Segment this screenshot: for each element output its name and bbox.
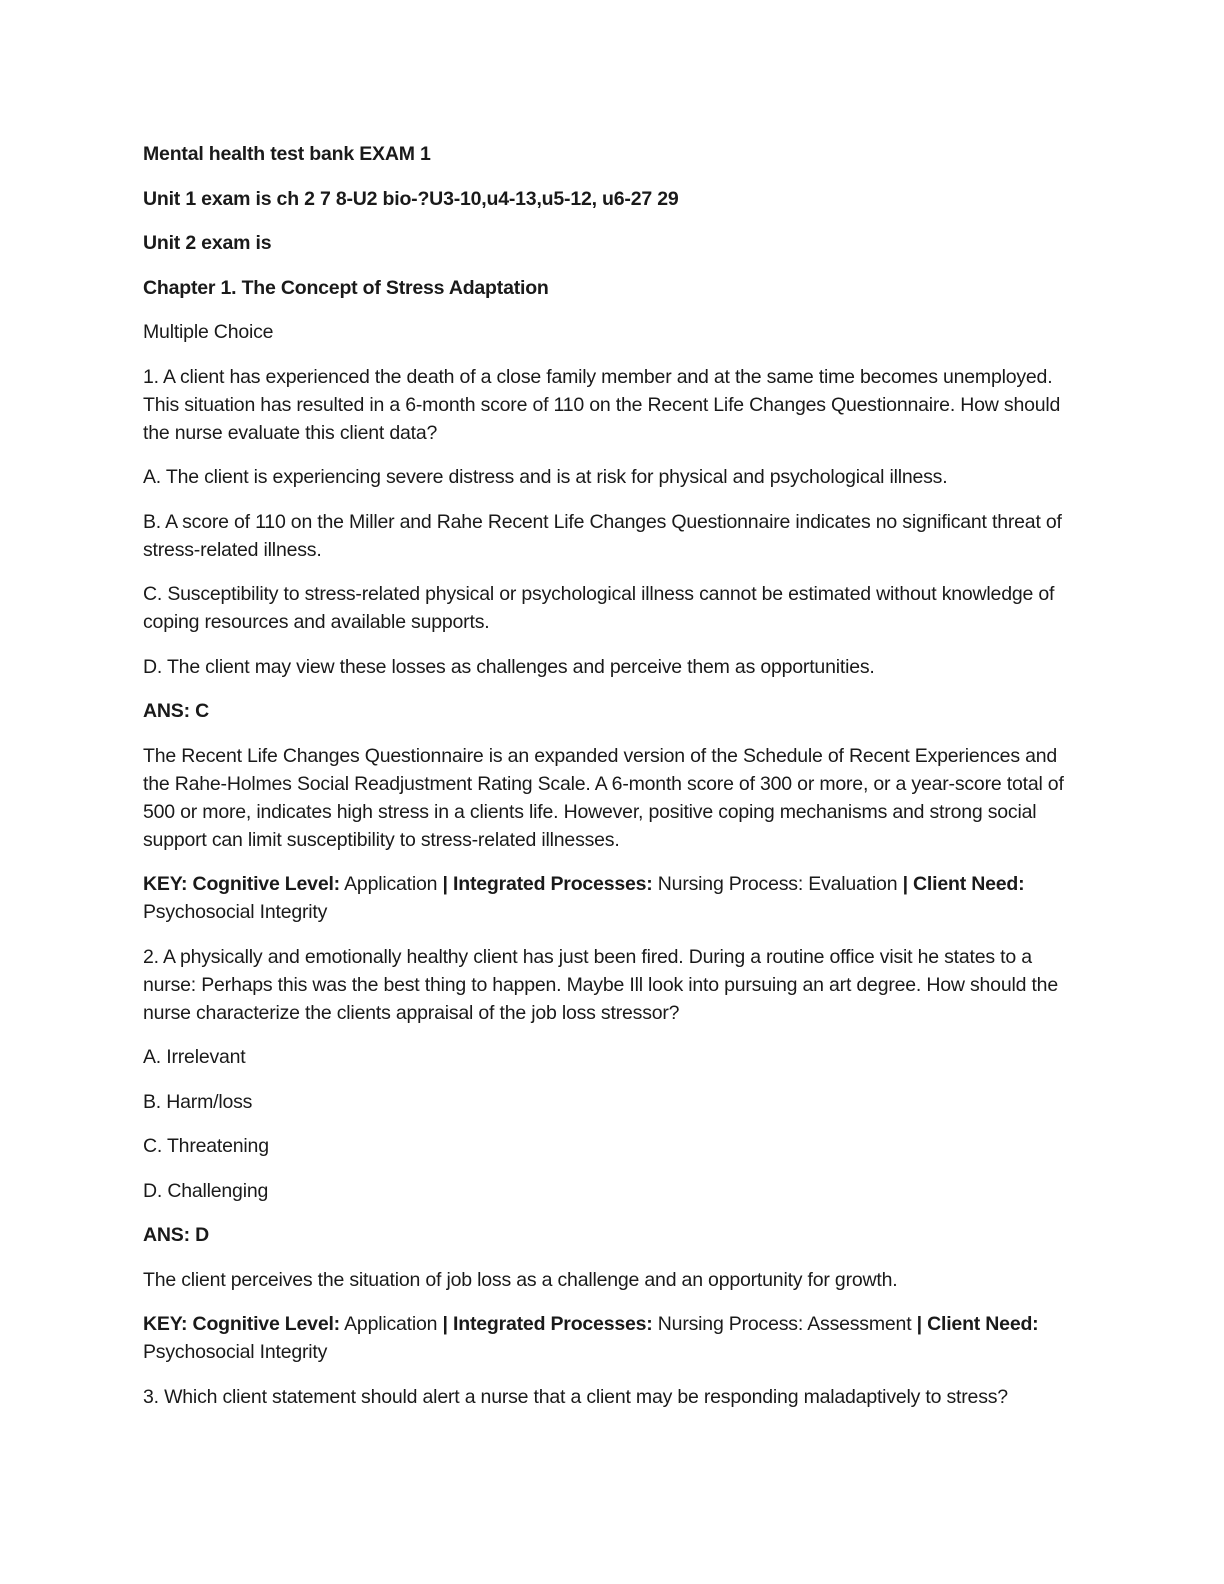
processes-label: | Integrated Processes:: [442, 1313, 653, 1335]
client-need-value: Psychosocial Integrity: [143, 901, 328, 923]
unit1-note: Unit 1 exam is ch 2 7 8-U2 bio-?U3-10,u4-13,u5-12, u6-27 29: [143, 187, 679, 210]
section-label: Multiple Choice: [143, 321, 274, 343]
question-2-stem: 2. A physically and emotionally healthy client has just been fired. During a routine office visit he states to a nurse: Perhaps this was the best thing to happen. Maybe Ill look into pursuing an art degree. How should the nurse characterize the clients appraisal of the job loss stressor?: [143, 945, 1058, 1024]
processes-label: | Integrated Processes:: [442, 873, 653, 895]
question-2-key: [143, 1310, 1073, 1366]
question-1-option-d: D. The client may view these losses as challenges and perceive them as opportunities.: [143, 655, 875, 678]
processes-value: Nursing Process: Assessment: [652, 1313, 917, 1335]
question-2-option-a: A. Irrelevant: [143, 1046, 246, 1068]
client-need-label: | Client Need:: [902, 873, 1025, 895]
cognitive-level-value: Application: [339, 873, 443, 895]
key-label: KEY: Cognitive Level:: [143, 1313, 340, 1335]
cognitive-level-value: Application: [339, 1313, 443, 1335]
question-2-option-b: B. Harm/loss: [143, 1090, 253, 1113]
question-2-rationale: The client perceives the situation of job loss as a challenge and an opportunity for growth.: [143, 1268, 898, 1291]
question-2-option-c: C. Threatening: [143, 1135, 269, 1157]
client-need-label: | Client Need:: [916, 1313, 1039, 1335]
question-3-stem: 3. Which client statement should alert a nurse that a client may be responding maladaptively to stress?: [143, 1385, 1008, 1408]
document-page: [143, 140, 1073, 1427]
question-2-option-d: D. Challenging: [143, 1179, 269, 1202]
chapter-heading: Chapter 1. The Concept of Stress Adaptation: [143, 276, 549, 299]
client-need-value: Psychosocial Integrity: [143, 1341, 328, 1363]
question-1-option-b: B. A score of 110 on the Miller and Rahe Recent Life Changes Questionnaire indicates no significant threat of stress-related illness.: [143, 510, 1062, 561]
unit2-note: Unit 2 exam is: [143, 232, 272, 254]
processes-value: Nursing Process: Evaluation: [652, 873, 903, 895]
document-header: [143, 140, 1073, 302]
question-1-rationale: The Recent Life Changes Questionnaire is an expanded version of the Schedule of Recent Experiences and the Rahe-Holmes Social Readjustment Rating Scale. A 6-month score of 300 or more, or a year-score total of 500 or more, indicates high stress in a clients life. However, positive coping mechanisms and strong social support can limit susceptibility to stress-related illnesses.: [143, 744, 1064, 851]
question-1-stem: 1. A client has experienced the death of a close family member and at the same time becomes unemployed. This situation has resulted in a 6-month score of 110 on the Recent Life Changes Questionnaire. How should the nurse evaluate this client data?: [143, 365, 1061, 444]
key-label: KEY: Cognitive Level:: [143, 873, 340, 895]
question-1-option-c: C. Susceptibility to stress-related physical or psychological illness cannot be estimated without knowledge of coping resources and available supports.: [143, 583, 1055, 633]
question-1-key: [143, 870, 1073, 926]
question-2-answer: ANS: D: [143, 1224, 209, 1246]
document-title: Mental health test bank EXAM 1: [143, 143, 431, 165]
question-1-answer: ANS: C: [143, 700, 209, 722]
question-1-option-a: A. The client is experiencing severe distress and is at risk for physical and psychological illness.: [143, 466, 948, 488]
